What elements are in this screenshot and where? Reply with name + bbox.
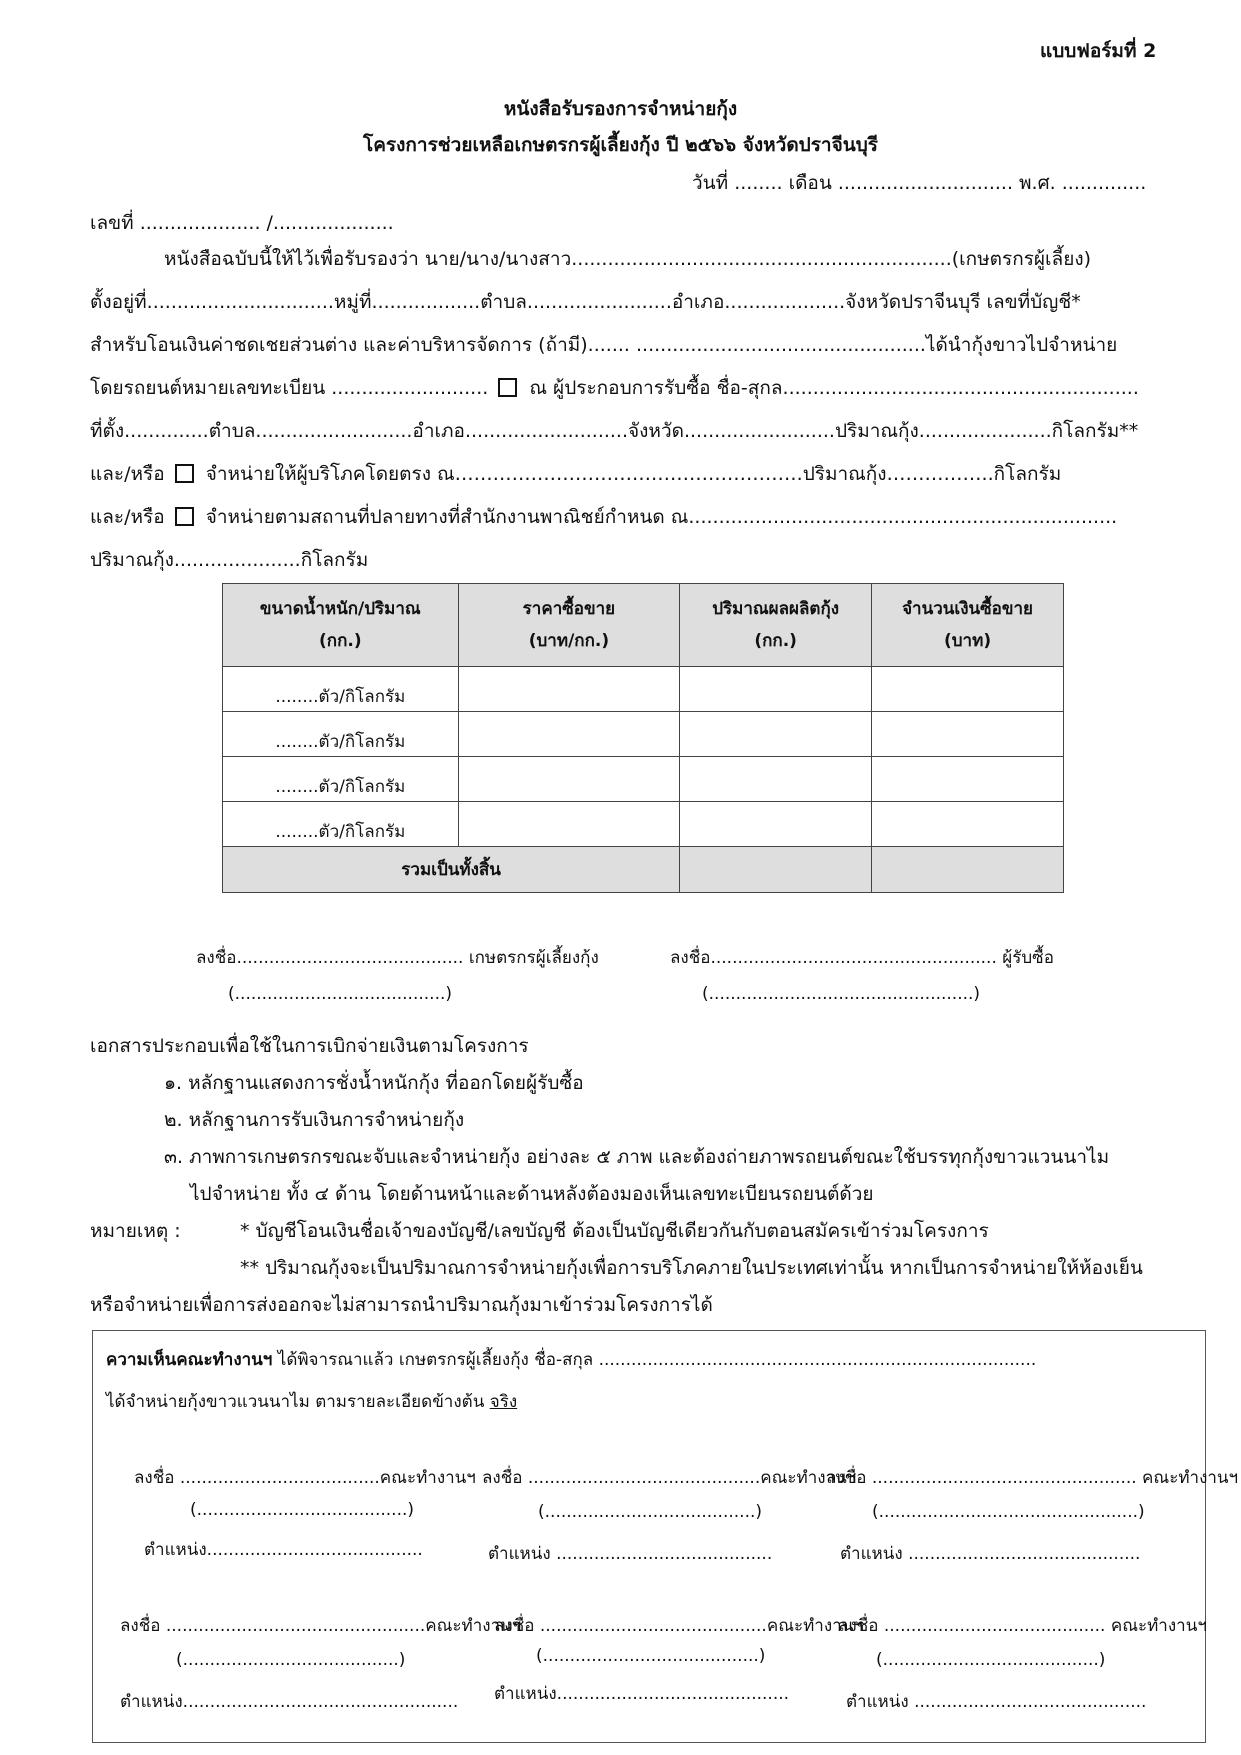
document-item-1: ๑. หลักฐานแสดงการชั่งน้ำหนักกุ้ง ที่ออกโดยผู้รับซื้อ [164, 1072, 584, 1094]
date-line: วันที่ ........ เดือน ............................. พ.ศ. .............. [692, 172, 1147, 194]
price-cell[interactable] [458, 712, 680, 757]
committee-line-2 [106, 1388, 517, 1415]
weight-cell: ........ตัว/กิโลกรัม [223, 757, 459, 802]
body-line-1: หนังสือฉบับนี้ให้ไว้เพื่อรับรองว่า นาย/นาง/นางสาว...............................................................(เกษตรกรผู้เลี้ยง) [164, 248, 1092, 270]
total-quantity-cell[interactable] [680, 847, 872, 893]
title-line-2: โครงการช่วยเหลือเกษตรกรผู้เลี้ยงกุ้ง ปี ๒๕๖๖ จังหวัดปราจีนบุรี [363, 134, 878, 156]
table-row [223, 667, 1064, 712]
quantity-cell[interactable] [680, 802, 872, 847]
weight-cell: ........ตัว/กิโลกรัม [223, 802, 459, 847]
price-cell[interactable] [458, 802, 680, 847]
body-line-8: ปริมาณกุ้ง.....................กิโลกรัม [90, 549, 369, 571]
committee-sign-3: ลงชื่อ ................................................. คณะทำงานฯ [826, 1468, 1239, 1488]
committee-line-2-text: ได้จำหน่ายกุ้งขาวแวนนาไม ตามรายละเอียดข้างต้น [106, 1392, 490, 1412]
total-amount-cell[interactable] [872, 847, 1064, 893]
quantity-cell[interactable] [680, 667, 872, 712]
body-line-4 [90, 373, 1139, 403]
body-line-2: ตั้งอยู่ที่...............................หมู่ที่..................ตำบล........................อำเภอ....................จังหวัดปราจีนบุรี เลขที่บัญชี* [90, 291, 1081, 313]
committee-sign-6: ลงชื่อ ......................................... คณะทำงานฯ [838, 1616, 1207, 1636]
direct-consumer-checkbox[interactable] [175, 464, 194, 483]
committee-position-5: ตำแหน่ง........................................... [494, 1684, 790, 1704]
total-label: รวมเป็นทั้งสิ้น [223, 847, 680, 893]
title-line-1: หนังสือรับรองการจำหน่ายกุ้ง [503, 98, 738, 120]
document-item-3: ๓. ภาพการเกษตรกรขณะจับและจำหน่ายกุ้ง อย่างละ ๕ ภาพ และต้องถ่ายภาพรถยนต์ขณะใช้บรรทุกกุ้งขาวแวนนาไม [164, 1146, 1110, 1168]
quantity-cell[interactable] [680, 712, 872, 757]
committee-name-5: (........................................) [536, 1646, 766, 1666]
documents-heading: เอกสารประกอบเพื่อใช้ในการเบิกจ่ายเงินตามโครงการ [90, 1035, 529, 1057]
price-cell[interactable] [458, 667, 680, 712]
price-cell[interactable] [458, 757, 680, 802]
header-amount: จำนวนเงินซื้อขาย (บาท) [872, 584, 1064, 667]
table-row [223, 757, 1064, 802]
body-line-6 [90, 459, 1061, 489]
direct-consumer-label: จำหน่ายให้ผู้บริโภคโดยตรง ณ……………………………………………….ปริมาณกุ้ง……………..กิโลกรัม [205, 463, 1062, 485]
committee-name-2: (.......................................) [538, 1502, 763, 1522]
header-weight: ขนาดน้ำหนัก/ปริมาณ (กก.) [223, 584, 459, 667]
committee-sign-1: ลงชื่อ .....................................คณะทำงานฯ [134, 1468, 476, 1488]
quantity-cell[interactable] [680, 757, 872, 802]
committee-name-3: (................................................) [872, 1502, 1145, 1522]
committee-position-2: ตำแหน่ง ........................................ [488, 1544, 773, 1564]
committee-name-1: (.......................................) [190, 1500, 415, 1520]
table-row [223, 712, 1064, 757]
amount-cell[interactable] [872, 757, 1064, 802]
document-number: เลขที่ .................... /.................... [90, 212, 394, 234]
amount-cell[interactable] [872, 802, 1064, 847]
committee-heading [106, 1346, 1036, 1373]
document-item-3-cont: ไปจำหน่าย ทั้ง ๔ ด้าน โดยด้านหน้าและด้านหลังต้องมองเห็นเลขทะเบียนรถยนต์ด้วย [190, 1183, 874, 1205]
table-header-row [223, 584, 1064, 667]
committee-name-6: (........................................) [876, 1650, 1106, 1670]
amount-cell[interactable] [872, 667, 1064, 712]
committee-sign-2: ลงชื่อ ...........................................คณะทำงานฯ [482, 1468, 857, 1488]
committee-sign-5: ลงชื่อ ..........................................คณะทำงานฯ [494, 1616, 863, 1636]
destination-label: จำหน่ายตามสถานที่ปลายทางที่สำนักงานพาณิชย์กำหนด ณ....................................................................... [205, 506, 1118, 528]
body-line-5: ที่ตั้ง..............ตำบล..........................อำเภอ...........................จังหวัด.........................ปริมาณกุ้ง......................กิโลกรัม** [90, 420, 1139, 442]
committee-name-4: (........................................) [176, 1650, 406, 1670]
and-or-label: และ/หรือ [90, 506, 165, 528]
farmer-name: (.......................................) [228, 984, 453, 1004]
note-2-cont: หรือจำหน่ายเพื่อการส่งออกจะไม่สามารถนำปริมาณกุ้งมาเข้าร่วมโครงการได้ [90, 1294, 713, 1316]
table-total-row [223, 847, 1064, 893]
and-or-label: และ/หรือ [90, 463, 165, 485]
weight-cell: ........ตัว/กิโลกรัม [223, 667, 459, 712]
form-number: แบบฟอร์มที่ 2 [1040, 40, 1157, 62]
document-item-2: ๒. หลักฐานการรับเงินการจำหน่ายกุ้ง [164, 1109, 465, 1131]
header-price: ราคาซื้อขาย (บาท/กก.) [458, 584, 680, 667]
note-1: * บัญชีโอนเงินชื่อเจ้าของบัญชี/เลขบัญชี ต้องเป็นบัญชีเดียวกันกับตอนสมัครเข้าร่วมโครงการ [240, 1220, 989, 1242]
body-line-3: สำหรับโอนเงินค่าชดเชยส่วนต่าง และค่าบริหารจัดการ (ถ้ามี)....... ................................................ได้นำกุ้งขาวไปจำหน่าย [90, 334, 1118, 356]
committee-heading-bold: ความเห็นคณะทำงานฯ [106, 1350, 273, 1370]
sales-table [222, 583, 1064, 893]
notes-label: หมายเหตุ : [90, 1220, 181, 1242]
weight-cell: ........ตัว/กิโลกรัม [223, 712, 459, 757]
buyer-checkbox[interactable] [498, 378, 517, 397]
table-row [223, 802, 1064, 847]
body-line-7 [90, 502, 1117, 532]
committee-position-3: ตำแหน่ง ........................................... [840, 1544, 1141, 1564]
farmer-signature: ลงชื่อ.......................................... เกษตรกรผู้เลี้ยงกุ้ง [196, 948, 599, 968]
committee-verified: จริง [489, 1392, 518, 1412]
note-2: ** ปริมาณกุ้งจะเป็นปริมาณการจำหน่ายกุ้งเพื่อการบริโภคภายในประเทศเท่านั้น หากเป็นการจำหน่ายให้ห้องเย็น [240, 1257, 1143, 1279]
buyer-label: ณ ผู้ประกอบการรับซื้อ ชื่อ-สุกล........................................................... [529, 377, 1139, 399]
committee-position-4: ตำแหน่ง................................................... [120, 1692, 459, 1712]
buyer-signature: ลงชื่อ..................................................... ผู้รับซื้อ [670, 948, 1054, 968]
header-quantity: ปริมาณผลผลิตกุ้ง (กก.) [680, 584, 872, 667]
committee-position-1: ตำแหน่ง........................................ [144, 1540, 423, 1560]
buyer-name: (.................................................) [702, 984, 981, 1004]
destination-checkbox[interactable] [175, 507, 194, 526]
amount-cell[interactable] [872, 712, 1064, 757]
committee-heading-text: ได้พิจารณาแล้ว เกษตรกรผู้เลี้ยงกุ้ง ชื่อ-สกุล ................................................................................. [272, 1350, 1037, 1370]
committee-position-6: ตำแหน่ง ........................................... [846, 1692, 1147, 1712]
vehicle-plate-label: โดยรถยนต์หมายเลขทะเบียน .......................... [90, 377, 489, 399]
committee-sign-4: ลงชื่อ ................................................คณะทำงานฯ [120, 1616, 522, 1636]
